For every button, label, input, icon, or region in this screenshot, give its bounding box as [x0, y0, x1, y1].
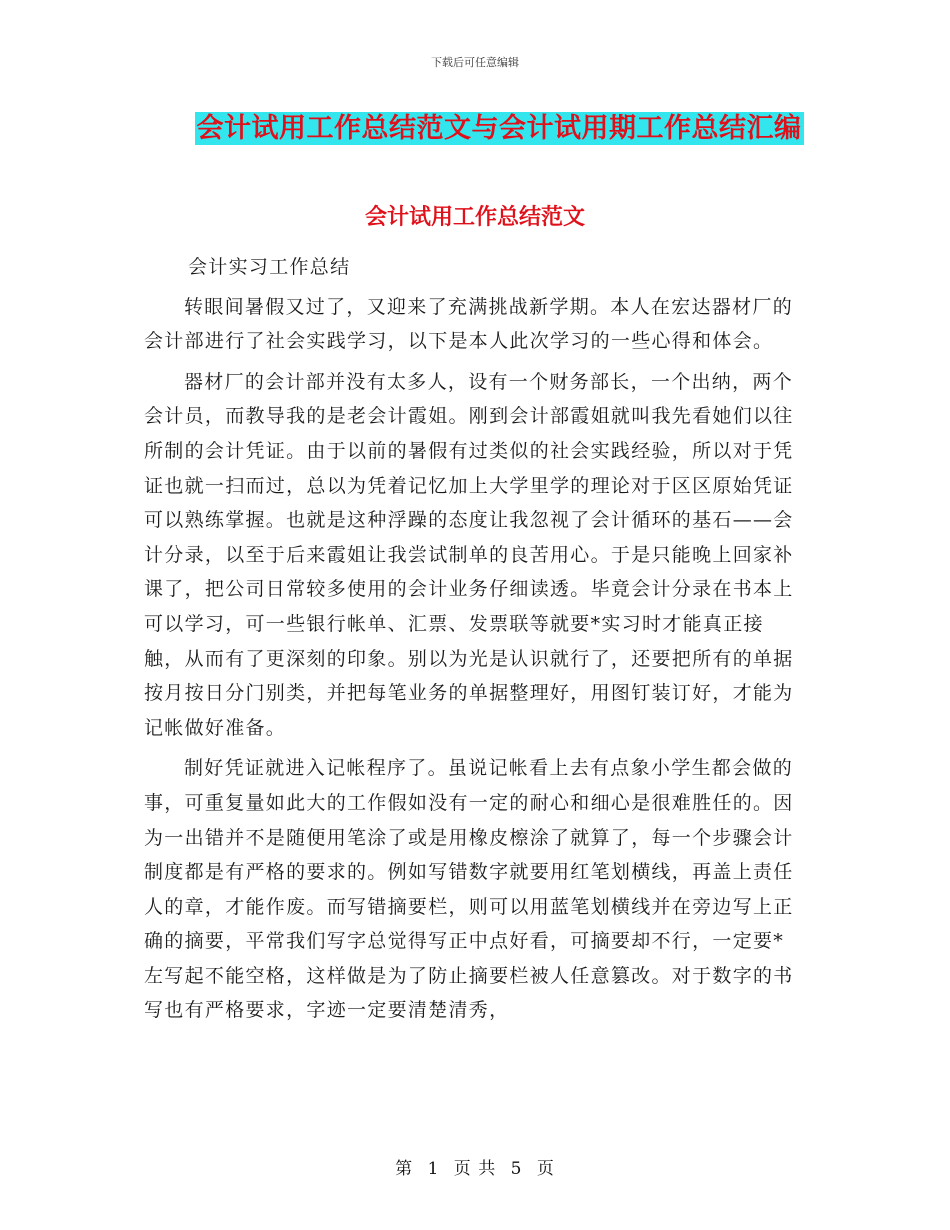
main-title: 会计试用工作总结范文与会计试用期工作总结汇编 [196, 113, 802, 144]
footer-page-number: 1 [427, 1159, 440, 1179]
paragraph: 器材厂的会计部并没有太多人，设有一个财务部长，一个出纳，两个会计员，而教导我的是老会计霞姐。刚到会计部霞姐就叫我先看她们以往所制的会计凭证。由于以前的暑假有过类似的社会实践经验，所以对于凭证也就一扫而过，总以为凭着记忆加上大学里学的理论对于区区原始凭证可以熟练掌握。也就是这种浮躁的态度让我忽视了会计循环的基石——会计分录，以至于后来霞姐让我尝试制单的良苦用心。于是只能晚上回家补课了，把公司日常较多使用的会计业务仔细读透。毕竟会计分录在书本上可以学习，可一些银行帐单、汇票、发票联等就要*实习时才能真正接触，从而有了更深刻的印象。别以为光是认识就行了，还要把所有的单据按月按日分门别类，并把每笔业务的单据整理好，用图钉装订好，才能为记帐做好准备。 [144, 370, 794, 739]
header-note: 下载后可任意编辑 [431, 56, 519, 69]
paragraph: 转眼间暑假又过了，又迎来了充满挑战新学期。本人在宏达器材厂的会计部进行了社会实践学习，以下是本人此次学习的一些心得和体会。 [144, 295, 794, 353]
page-footer [0, 1154, 950, 1179]
footer-middle: 页 共 [453, 1159, 497, 1179]
footer-suffix: 页 [536, 1159, 555, 1179]
document-body [144, 250, 804, 1034]
footer-total-pages: 5 [510, 1159, 523, 1179]
section-heading: 会计实习工作总结 [188, 256, 351, 278]
sub-title: 会计试用工作总结范文 [364, 204, 585, 230]
main-title-wrap [0, 112, 950, 145]
footer-prefix: 第 [395, 1159, 414, 1179]
paragraph: 制好凭证就进入记帐程序了。虽说记帐看上去有点象小学生都会做的事，可重复量如此大的工作假如没有一定的耐心和细心是很难胜任的。因为一出错并不是随便用笔涂了或是用橡皮檫涂了就算了，每一个步骤会计制度都是有严格的要求的。例如写错数字就要用红笔划横线，再盖上责任人的章，才能作废。而写错摘要栏，则可以用蓝笔划横线并在旁边写上正确的摘要，平常我们写字总觉得写正中点好看，可摘要却不行，一定要*左写起不能空格，这样做是为了防止摘要栏被人任意篡改。对于数字的书写也有严格要求，字迹一定要清楚清秀， [144, 757, 794, 1022]
